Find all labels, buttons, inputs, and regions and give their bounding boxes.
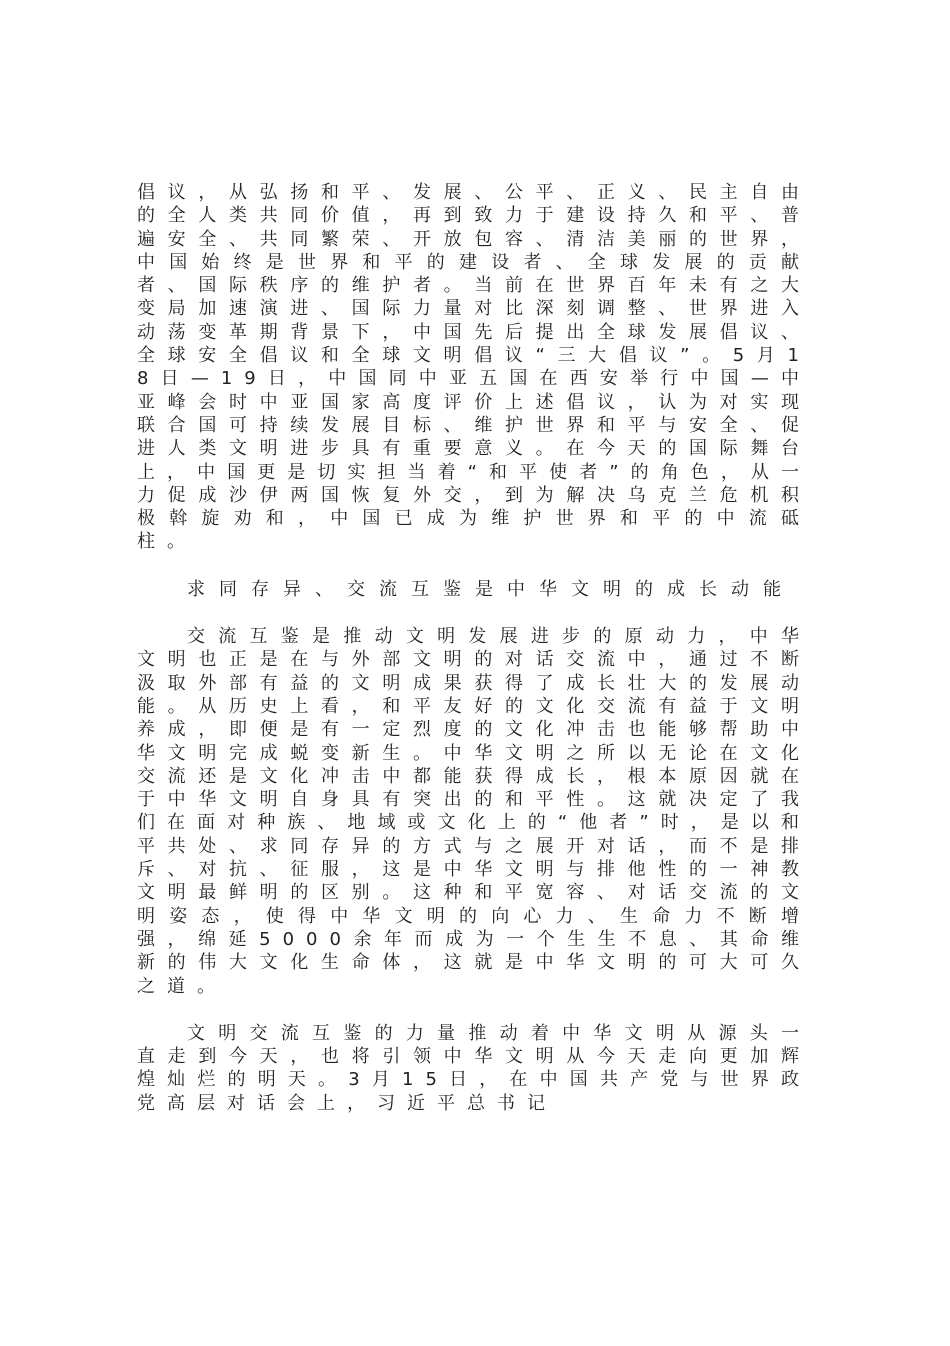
paragraph-exchange-mutual-learning: 交流互鉴是推动文明发展进步的原动力，中华文明也正是在与外部文明的对话交流中，通过不断汲取外部有益的文明成果获得了成长壮大的发展动能。从历史上看，和平友好的文化交流有益于文明养成，即便是有一定烈度的文化冲击也能够帮助中华文明完成蜕变新生。中华文明之所以无论在文化交流还是文化冲击中都能获得成长，根本原因就在于中华文明自身具有突出的和平性。这就决定了我们在面对种族、地域或文化上的“他者”时，是以和平共处、求同存异的方式与之展开对话，而不是排斥、对抗、征服，这是中华文明与排他性的一神教文明最鲜明的区别。这种和平宽容、对话交流的文明姿态，使得中华文明的向心力、生命力不断增强，绵延5000余年而成为一个生生不息、其命维新的伟大文化生命体，这就是中华文明的可大可久之道。 bbox=[137, 626, 811, 997]
paragraph-civilization-future: 文明交流互鉴的力量推动着中华文明从源头一直走到今天，也将引领中华文明从今天走向更加辉煌灿烂的明天。3月15日，在中国共产党与世界政党高层对话会上，习近平总书记 bbox=[137, 1022, 811, 1114]
section-heading: 求同存异、交流互鉴是中华文明的成长动能 bbox=[187, 578, 795, 600]
document-page bbox=[137, 181, 811, 1115]
paragraph-peace-initiatives: 倡议，从弘扬和平、发展、公平、正义、民主自由的全人类共同价值，再到致力于建设持久和平、普遍安全、共同繁荣、开放包容、清洁美丽的世界，中国始终是世界和平的建设者、全球发展的贡献者、国际秩序的维护者。当前在世界百年未有之大变局加速演进、国际力量对比深刻调整、世界进入动荡变革期背景下，中国先后提出全球发展倡议、全球安全倡议和全球文明倡议“三大倡议”。5月18日—19日，中国同中亚五国在西安举行中国—中亚峰会时中亚国家高度评价上述倡议，认为对实现联合国可持续发展目标、维护世界和平与安全、促进人类文明进步具有重要意义。在今天的国际舞台上，中国更是切实担当着“和平使者”的角色，从一力促成沙伊两国恢复外交，到为解决乌克兰危机积极斡旋劝和，中国已成为维护世界和平的中流砥柱。 bbox=[137, 182, 811, 553]
